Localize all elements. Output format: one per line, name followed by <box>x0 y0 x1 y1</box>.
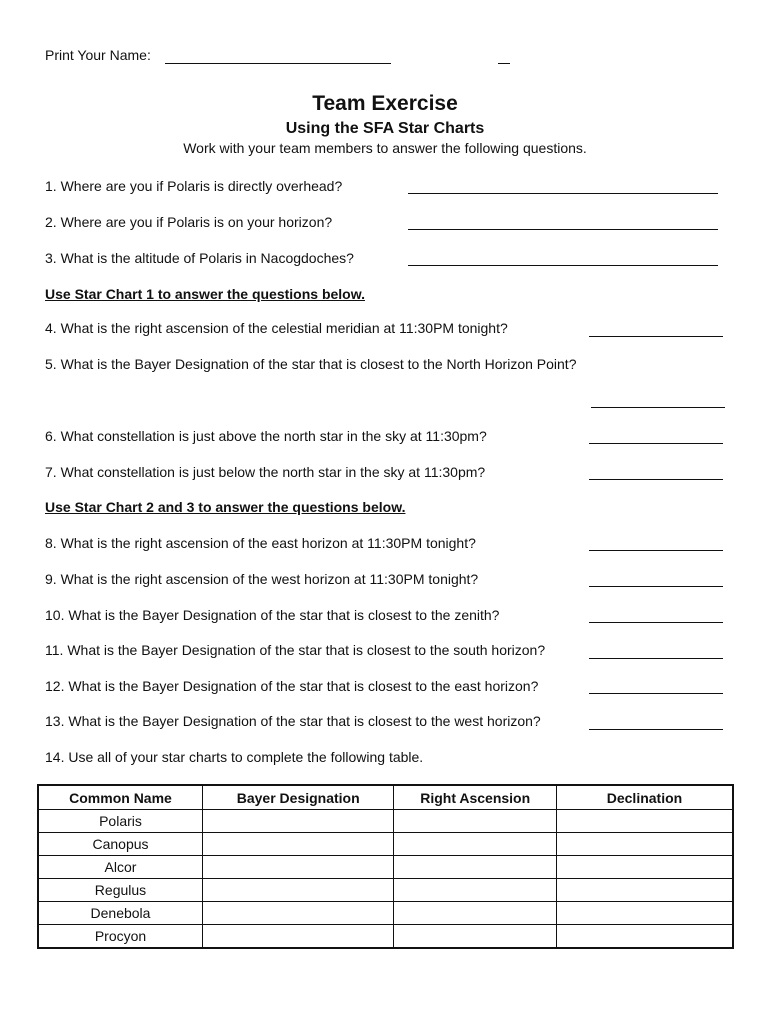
bayer-cell[interactable] <box>202 925 393 949</box>
page-subtitle: Using the SFA Star Charts <box>285 120 485 137</box>
table-row <box>38 833 733 856</box>
question-7: 7. What constellation is just below the north star in the sky at 11:30pm? <box>45 464 486 480</box>
bayer-cell[interactable] <box>202 856 393 879</box>
table-row <box>38 810 733 833</box>
answer-line-9[interactable] <box>589 586 723 587</box>
section-heading-chart-1: Use Star Chart 1 to answer the questions below. <box>45 286 365 302</box>
bayer-cell[interactable] <box>202 810 393 833</box>
ra-cell[interactable] <box>394 810 557 833</box>
question-8: 8. What is the right ascension of the east horizon at 11:30PM tonight? <box>45 535 476 551</box>
table-row <box>38 902 733 925</box>
name-label: Print Your Name: <box>45 47 151 63</box>
ra-cell[interactable] <box>394 879 557 902</box>
answer-line-7[interactable] <box>589 479 723 480</box>
question-4: 4. What is the right ascension of the celestial meridian at 11:30PM tonight? <box>45 320 508 336</box>
bayer-cell[interactable] <box>202 833 393 856</box>
ra-cell[interactable] <box>394 925 557 949</box>
dec-cell[interactable] <box>556 856 733 879</box>
answer-line-4[interactable] <box>589 336 723 337</box>
name-input-line[interactable] <box>165 63 391 64</box>
question-6: 6. What constellation is just above the north star in the sky at 11:30pm? <box>45 428 487 444</box>
ra-cell[interactable] <box>394 856 557 879</box>
star-name-cell: Canopus <box>38 833 202 856</box>
answer-line-6[interactable] <box>589 443 723 444</box>
dec-cell[interactable] <box>556 879 733 902</box>
answer-line-11[interactable] <box>589 658 723 659</box>
header-common-name: Common Name <box>38 785 202 810</box>
star-name-cell: Denebola <box>38 902 202 925</box>
answer-line-10[interactable] <box>589 622 723 623</box>
page-title: Team Exercise <box>312 92 458 115</box>
question-3: 3. What is the altitude of Polaris in Nacogdoches? <box>45 250 354 266</box>
header-right-ascension: Right Ascension <box>394 785 557 810</box>
answer-line-2[interactable] <box>408 229 718 230</box>
answer-line-1[interactable] <box>408 193 718 194</box>
ra-cell[interactable] <box>394 833 557 856</box>
ra-cell[interactable] <box>394 902 557 925</box>
answer-line-8[interactable] <box>589 550 723 551</box>
table-row <box>38 879 733 902</box>
question-14: 14. Use all of your star charts to complete the following table. <box>45 749 424 765</box>
dec-cell[interactable] <box>556 810 733 833</box>
bayer-cell[interactable] <box>202 879 393 902</box>
bayer-cell[interactable] <box>202 902 393 925</box>
star-name-cell: Regulus <box>38 879 202 902</box>
question-5: 5. What is the Bayer Designation of the star that is closest to the North Horizon Point? <box>45 356 577 372</box>
star-name-cell: Procyon <box>38 925 202 949</box>
table-header-row <box>38 785 733 810</box>
dec-cell[interactable] <box>556 902 733 925</box>
question-13: 13. What is the Bayer Designation of the star that is closest to the west horizon? <box>45 713 541 729</box>
instructions-text: Work with your team members to answer the following questions. <box>183 140 587 156</box>
answer-line-13[interactable] <box>589 729 723 730</box>
header-bayer-designation: Bayer Designation <box>202 785 393 810</box>
question-11: 11. What is the Bayer Designation of the star that is closest to the south horizon? <box>45 642 546 658</box>
answer-line-3[interactable] <box>408 265 718 266</box>
question-9: 9. What is the right ascension of the west horizon at 11:30PM tonight? <box>45 571 479 587</box>
dec-cell[interactable] <box>556 925 733 949</box>
star-table <box>37 784 734 949</box>
header-declination: Declination <box>556 785 733 810</box>
table-row <box>38 856 733 879</box>
question-12: 12. What is the Bayer Designation of the star that is closest to the east horizon? <box>45 678 539 694</box>
section-heading-chart-2-3: Use Star Chart 2 and 3 to answer the questions below. <box>45 499 406 515</box>
answer-line-12[interactable] <box>589 693 723 694</box>
table-row <box>38 925 733 949</box>
question-1: 1. Where are you if Polaris is directly overhead? <box>45 178 343 194</box>
answer-line-5[interactable] <box>591 407 725 408</box>
star-name-cell: Polaris <box>38 810 202 833</box>
question-2: 2. Where are you if Polaris is on your horizon? <box>45 214 333 230</box>
question-10: 10. What is the Bayer Designation of the star that is closest to the zenith? <box>45 607 500 623</box>
star-name-cell: Alcor <box>38 856 202 879</box>
short-blank-line <box>498 63 510 64</box>
dec-cell[interactable] <box>556 833 733 856</box>
